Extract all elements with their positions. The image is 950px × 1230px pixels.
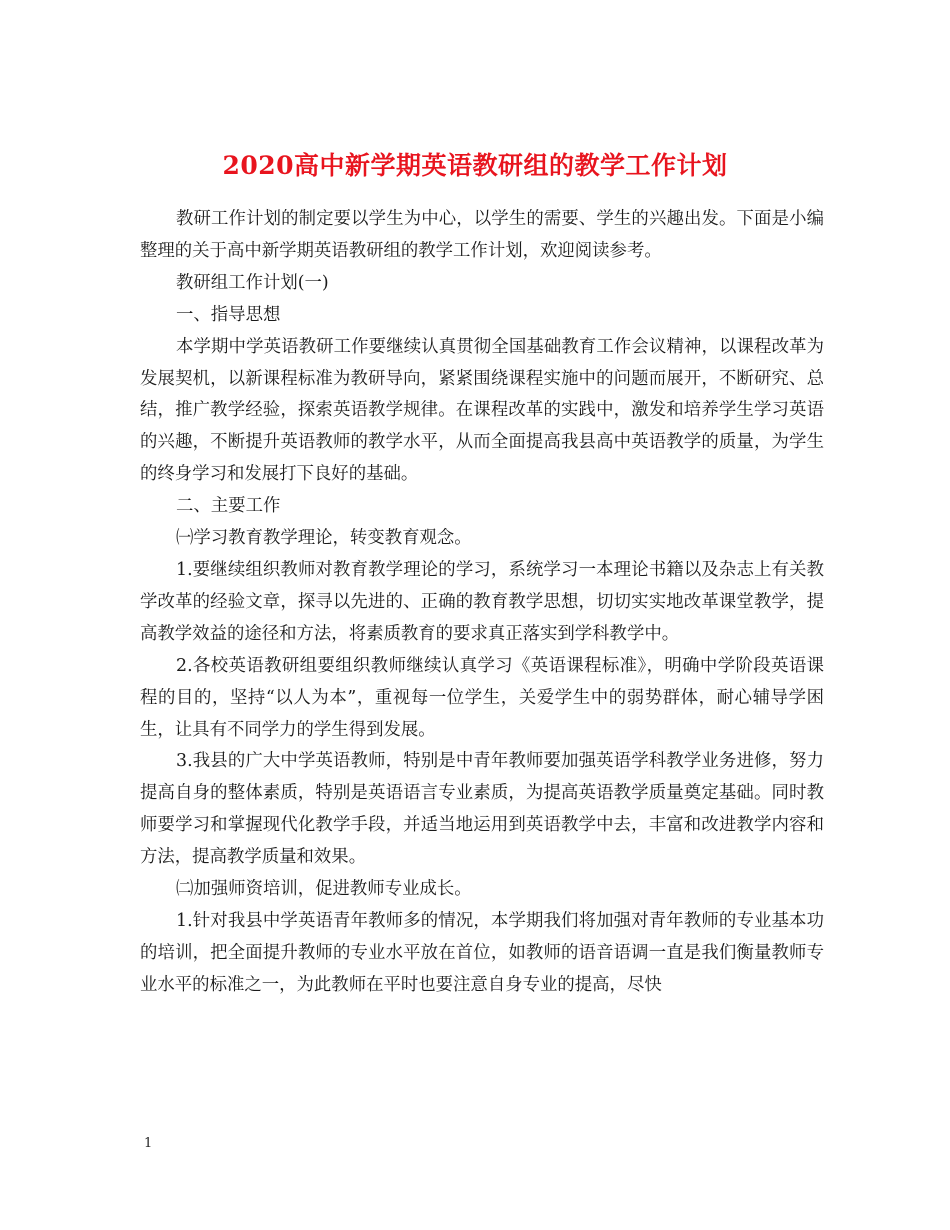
subsection-heading-training: ㈡加强师资培训，促进教师专业成长。 xyxy=(176,879,472,900)
theory-item-3: 3.我县的广大中学英语教师，特别是中青年教师要加强英语学科教学业务进修，努力提高自身的整体素质，特别是英语语言专业素质，为提高英语教学质量奠定基础。同时教师要学习和掌握现代化教学手段，并适当地运用到英语教学中去，丰富和改进教学内容和方法，提高教学质量和效果。 xyxy=(140,751,824,868)
section-heading-plan-one: 教研组工作计划(一) xyxy=(176,272,329,293)
guiding-ideology-paragraph: 本学期中学英语教研工作要继续认真贯彻全国基础教育工作会议精神，以课程改革为发展契机，以新课程标准为教研导向，紧紧围绕课程实施中的问题而展开，不断研究、总结，推广教学经验，探索英语教学规律。在课程改革的实践中，激发和培养学生学习英语的兴趣，不断提升英语教师的教学水平，从而全面提高我县高中英语教学的质量，为学生的终身学习和发展打下良好的基础。 xyxy=(140,336,824,485)
document-body xyxy=(140,204,824,1002)
section-heading-main-work: 二、主要工作 xyxy=(176,496,281,517)
training-item-1: 1.针对我县中学英语青年教师多的情况，本学期我们将加强对青年教师的专业基本功的培训，把全面提升教师的专业水平放在首位，如教师的语音语调一直是我们衡量教师专业水平的标准之一，为此教师在平时也要注意自身专业的提高，尽快 xyxy=(140,910,824,995)
subsection-heading-theory: ㈠学习教育教学理论，转变教育观念。 xyxy=(176,528,472,549)
theory-item-1: 1.要继续组织教师对教育教学理论的学习，系统学习一本理论书籍以及杂志上有关教学改革的经验文章，探寻以先进的、正确的教育教学思想，切切实实地改革课堂教学，提高教学效益的途径和方法，将素质教育的要求真正落实到学科教学中。 xyxy=(140,559,824,644)
theory-item-2: 2.各校英语教研组要组织教师继续认真学习《英语课程标准》，明确中学阶段英语课程的目的，坚持“以人为本”，重视每一位学生，关爱学生中的弱势群体，耐心辅导学困生，让具有不同学力的学生得到发展。 xyxy=(140,655,824,740)
intro-paragraph: 教研工作计划的制定要以学生为中心，以学生的需要、学生的兴趣出发。下面是小编整理的关于高中新学期英语教研组的教学工作计划，欢迎阅读参考。 xyxy=(140,209,824,261)
page-number: 1 xyxy=(144,1136,153,1151)
document-title: 2020高中新学期英语教研组的教学工作计划 xyxy=(222,150,728,180)
section-heading-guiding-ideology: 一、指导思想 xyxy=(176,304,281,325)
